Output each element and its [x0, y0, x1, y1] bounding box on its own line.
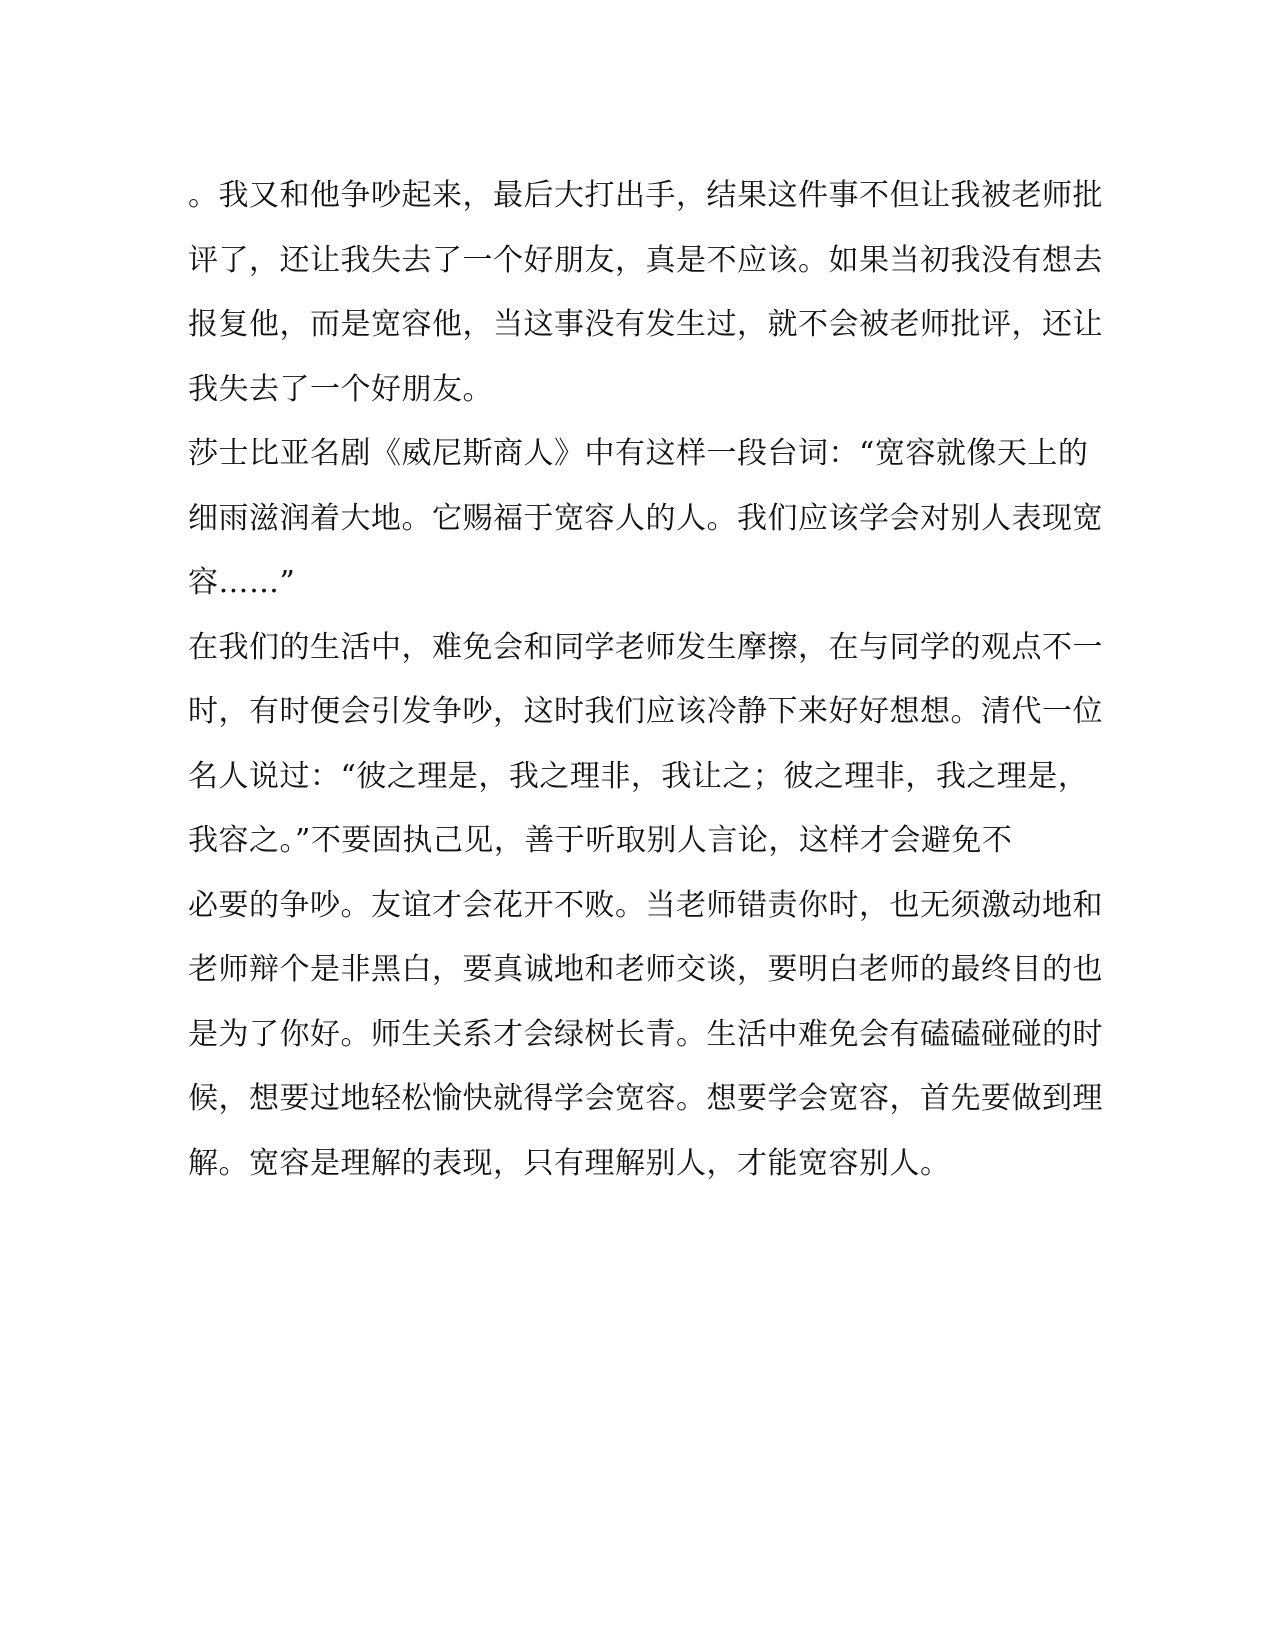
text-line: 是为了你好。师生关系才会绿树长青。生活中难免会有磕磕碰碰的时	[188, 1016, 1103, 1052]
text-line: 细雨滋润着大地。它赐福于宽容人的人。我们应该学会对别人表现宽	[188, 500, 1103, 536]
text-line: 候，想要过地轻松愉快就得学会宽容。想要学会宽容，首先要做到理	[188, 1081, 1103, 1116]
text-line: 名人说过：“彼之理是，我之理非，我让之；彼之理非，我之理是，	[188, 758, 1089, 794]
text-line: 我容之。”不要固执己见，善于听取别人言论，这样才会避免不	[188, 823, 1013, 858]
text-line: 报复他，而是宽容他，当这事没有发生过，就不会被老师批评，还让	[188, 307, 1103, 342]
text-line: 解。宽容是理解的表现，只有理解别人，才能宽容别人。	[188, 1145, 951, 1181]
text-line: 必要的争吵。友谊才会花开不败。当老师错责你时，也无须激动地和	[188, 887, 1103, 923]
text-line: 莎士比亚名剧《威尼斯商人》中有这样一段台词：“宽容就像天上的	[188, 436, 1089, 471]
text-line: 评了，还让我失去了一个好朋友，真是不应该。如果当初我没有想去	[188, 242, 1103, 278]
text-line: 容……”	[188, 565, 296, 600]
text-line: 时，有时便会引发争吵，这时我们应该冷静下来好好想想。清代一位	[188, 694, 1103, 729]
text-line: 老师辩个是非黑白，要真诚地和老师交谈，要明白老师的最终目的也	[188, 952, 1103, 987]
text-line: 我失去了一个好朋友。	[188, 371, 493, 407]
text-line: 。我又和他争吵起来，最后大打出手，结果这件事不但让我被老师批	[188, 178, 1103, 213]
body-text	[188, 164, 1103, 1196]
text-line: 在我们的生活中，难免会和同学老师发生摩擦，在与同学的观点不一	[188, 629, 1103, 665]
